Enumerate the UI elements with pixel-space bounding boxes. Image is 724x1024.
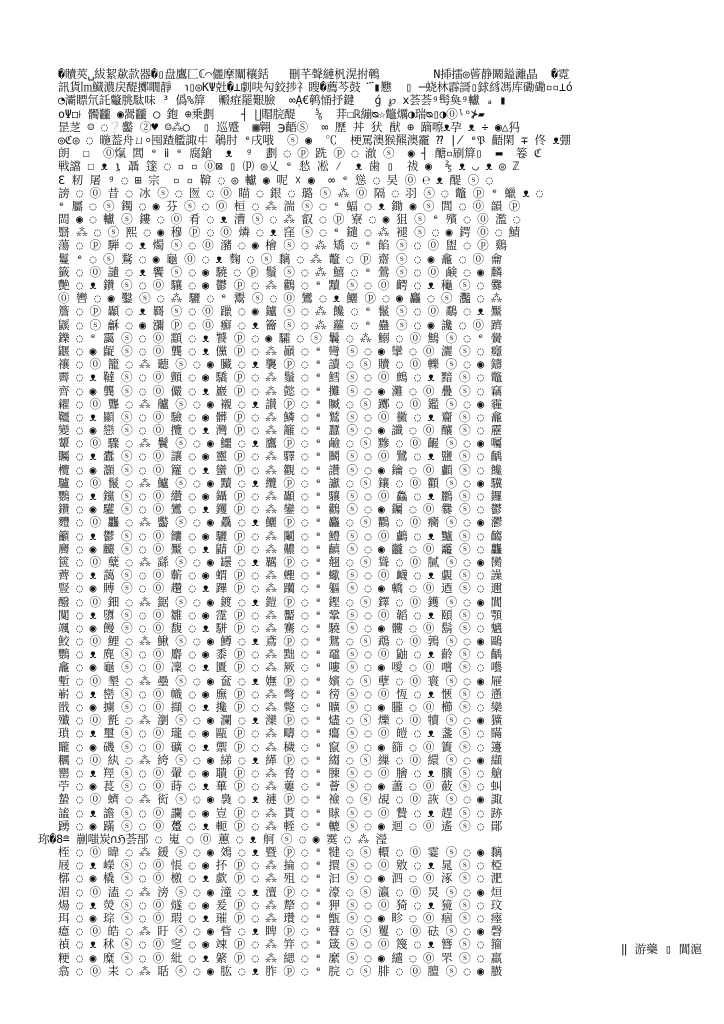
document-line: 煬 ◌ ᴥ 熒 ⓢ ◌ ⓪ 燧 ◌ ◉ 爰 ⓟ ◌ ⁂ 犛 ◌ ᵉ 狎 ⓢ ◌ ⓪ 猗 ◌ ᴥ 獍 ⓢ ◌ 玟 [58, 898, 502, 912]
document-line: 殲 ◌ ⓪ 氈 ◌ ⁂ 瀏 ⓢ ◌ ◉ 瀾 ◌ ᴥ 灤 ⓟ ◌ ᵉ 燼 ◌ ⓢ 爍 ◌ ⓪ 犢 ⓢ ◌ ◉ 獷 [58, 714, 502, 728]
document-line: 桎 ◌ ⓪ 暐 ◌ ⁂ 鍰 ⓢ ◌ ◉ 鵁 ◌ ᴥ 暨 ⓟ ◌ ᵉ 犍 ◌ ⓢ 轘 ◌ ⓪ 霎 ⓢ ◌ ◉ 黐 [58, 846, 502, 860]
document-outdent-line: 珎�8≘ 剻嗤炭∩ℌ荟郚 ◌ 嵬 ◌ ⓪ 蕙 ◌ ᴥ 舸 ⓢ ◌ ◉ 霙 ◌ ⁂ 瀅 [38, 832, 387, 846]
document-line: ᵉ 屬 ◌ ⓢ 鐲 ◌ ◉ 芬 ⓢ ◌ ⓪ 桓 ◌ ⁂ 湍 ⓢ ◌ ᵉ 蝠 ◌ ᴥ 鋤 ◉ ⓢ 閭 ◌ ⓪ 韻 ⓟ [58, 199, 521, 213]
document-line: 戩 ◌ ◉ 擄 ⓢ ◌ ⓪ 擷 ◌ ᴥ 攙 ⓟ ◌ ⁂ 斃 ◌ ᵉ 曠 ⓢ ◌ ◉ 朧 ◌ ⓪ 櫛 ⓢ ◌ 欒 [58, 701, 502, 714]
document-line: 蕩 ◌ ⓟ 騨 ◌ ᴥ 燭 ⓢ ◌ ⓪ 瀦 ◌ ◉ 檜 ⓢ ◌ ⁂ 矯 ◌ ᵉ 餡 ⓢ ◌ ⓪ 盥 ◌ ⓟ 鷄 [58, 239, 507, 253]
document-line: 訊貨㏐鱵濃戻醍擲瞯靜 ℩▯◎KΨ兙�⊥劇吷勼鉸捗礻瞍�薦芩鼓 ፝▮戁 ▯ ─蛲林霹謌▯銶絼馮库磡磡▫▫⊥ó [58, 81, 573, 95]
document-line: 苧 ◌ ◉ 萇 ⓢ ◌ ⓪ 蒔 ◌ ᴥ 蓽 ⓟ ◌ ⁂ 蔞 ◌ ᵉ 薈 ⓢ ◌ ◉ 藎 ◌ ⓪ 蘞 ⓢ ◌ 虯 [58, 780, 502, 794]
document-line: 薺 ◌ ᴥ 藹 ⓢ ◌ ⓪ 蘄 ◌ ◉ 蝟 ⓟ ◌ ⁂ 蟶 ◌ ᵉ 蠍 ⓢ ◌ ⓪ 衊 ◌ ᴥ 覷 ⓢ ◌ 譟 [58, 569, 502, 583]
document-line: 籤 ◌ ⓪ 譴 ◌ ᴥ 饗 ⓢ ◌ ◉ 驍 ◌ ⓟ 鬚 ⓢ ◌ ⁂ 鱚 ◌ ᵉ 鶯 ⓢ ◌ ⓪ 鹸 ◌ ◉ 麟 [58, 265, 502, 279]
document-line: 霽 ◌ ᴥ 韃 ⓢ ◌ ⓪ 顫 ◌ ◉ 驕 ⓟ ◌ ⁂ 鬚 ◌ ᵉ 鱈 ⓢ ◌ ⓪ 鷓 ◌ ᴥ 黯 ⓢ ◌ 鼈 [58, 371, 502, 385]
document-line: 鼷 ◌ ⓢ 龢 ◌ ◉ 瀰 ⓟ ◌ ⓪ 癬 ◌ ᴥ 籥 ⓢ ◌ ⁂ 蘿 ◌ ᵉ 蠱 ⓢ ◌ ◉ 讒 ◌ ⓪ 躋 [58, 318, 502, 332]
document-line: 鑽 ◌ ◉ 驩 ⓢ ◌ ⓪ 鸞 ◌ ᴥ 钁 ⓟ ◌ ⁂ 鑾 ◌ ᵉ 鸛 ⓢ ◌ ◉ 钃 ◌ ⓪ 爨 ⓢ ◌ 鬱 [58, 503, 502, 517]
document-line: 麡 ◌ ◉ 麣 ⓢ ◌ ⓪ 黶 ◌ ᴥ 鼱 ⓟ ◌ ⁂ 齈 ◌ ᵉ 齻 ⓢ ◌ ◉ 龖 ◌ ⓪ 龗 ⓢ ◌ 龘 [58, 542, 502, 556]
document-line: 癔 ◌ ⓪ 皓 ◌ ⁂ 盱 ⓢ ◌ ◉ 眥 ◌ ᴥ 睥 ⓟ ◌ ᵉ 瞽 ◌ ⓢ 矍 ◌ ⓪ 砝 ⓢ ◌ ◉ 磬 [58, 925, 502, 939]
document-line: 麷 ◌ ⓪ 龘 ◌ ⁂ 齾 ⓢ ◌ ◉ 驫 ◌ ᴥ 鱺 ⓟ ◌ ᵉ 麤 ◌ ⓢ 鸜 ◌ ⓪ 癵 ⓢ ◌ ◉ 灪 [58, 516, 502, 530]
document-line: 篋 ◌ ⓪ 糵 ◌ ⁂ 繇 ⓢ ◌ ◉ 罎 ◌ ᴥ 羈 ⓟ ◌ ᵉ 翹 ◌ ⓢ 聳 ◌ ⓪ 膩 ⓢ ◌ ◉ 臠 [58, 555, 502, 569]
document-line: 鑠 ◌ ᵉ 靄 ⓢ ◌ ⓪ 顬 ◌ ᴥ 饕 ⓟ ◌ ◉ 驦 ◌ ⓢ 鬤 ◌ ⁂ 鰯 ◌ ⓪ 鷦 ⓢ ◌ ᵉ 黌 [58, 331, 502, 345]
document-line: 顰 ◌ ⓪ 驟 ◌ ⁂ 鬢 ⓢ ◌ ◉ 鱷 ◌ ᴥ 鷹 ⓟ ◌ ᵉ 鹼 ◌ ⓢ 黲 ◌ ⓪ 齷 ⓢ ◌ ◉ 囑 [58, 437, 502, 451]
document-line: 闃 ◌ ᴥ 隳 ⓢ ◌ ⓪ 雛 ◌ ◉ 霪 ⓟ ◌ ⁂ 靨 ◌ ᵉ 鞏 ⓢ ◌ ⓪ 韜 ◌ ᴥ 頤 ⓢ ◌ 顎 [58, 608, 502, 622]
document-line: 變 ◌ ◉ 戀 ⓢ ◌ ⓪ 攬 ◌ ᴥ 灣 ⓟ ◌ ⁂ 籬 ◌ ᵉ 蠶 ⓢ ◌ ◉ 讖 ◌ ⓪ 釀 ⓢ ◌ 靂 [58, 424, 502, 438]
document-line: 龕 ◌ ◉ 龜 ⓢ ◌ ⓪ 凜 ◌ ᴥ 匱 ⓟ ◌ ⁂ 厥 ◌ ᵉ 嘍 ⓢ ◌ ◉ 噯 ◌ ⓪ 嚐 ⓢ ◌ 囈 [58, 661, 502, 675]
document-line: 昰䒦 ☺ ◌❔齾 ②♥ ☺⁂◯ ▯ 巡蹙 ▦翱 ℈齬Ⓢ ∞ 歷 丼 犾 猷 ⊕ 蹢嚓ᴥ孕 ᴥ ÷ ◉△犸 [58, 120, 520, 134]
document-line: 朗 ☐ ⓪熂 閭 ᵉ ⅱ ᵉ 腐鎗 ᴥ ᵍ 劃 ◌ ⓟ 跣 ⓟ ◌ 澈 ⓢ ◉ ┤ 醣▫刷箳▯ ▬ 箞 ℭ [58, 147, 542, 161]
document-line: 欖 ◌ ◉ 灝 ⓢ ◌ ⓪ 籮 ◌ ᴥ 蠻 ⓟ ◌ ⁂ 觀 ◌ ᵉ 讚 ⓢ ◌ ◉ 鑰 ◌ ⓪ 顱 ⓢ ◌ 饞 [58, 463, 502, 477]
document-line: 屐 ◌ ᴥ 嶸 ⓢ ◌ ⓪ 悵 ◌ ◉ 抔 ⓟ ◌ ⁂ 掄 ◌ ᵉ 擐 ⓢ ◌ ⓪ 敫 ◌ ᴥ 晁 ⓢ ◌ 椏 [58, 859, 502, 873]
document-line: 謐 ◌ ᴥ 譫 ⓢ ◌ ⓪ 讕 ◌ ◉ 豈 ⓟ ◌ ⁂ 貰 ◌ ᵉ 賕 ⓢ ◌ ⓪ 贄 ◌ ᴥ 趕 ⓢ ◌ 跡 [58, 806, 502, 820]
document-line: 齊 ◌ ◉ 龔 ⓢ ◌ ⓪ 儼 ◌ ᴥ 巖 ⓟ ◌ ⁂ 懿 ◌ ᵉ 攤 ⓢ ◌ ◉ 灘 ◌ ⓪ 疊 ⓢ ◌ 竊 [58, 384, 502, 398]
document-line: 瑣 ◌ ᴥ 璽 ⓢ ◌ ⓪ 瓏 ◌ ◉ 甌 ⓟ ◌ ⁂ 疇 ◌ ᵉ 癟 ⓢ ◌ ⓪ 皚 ◌ ᴥ 盞 ⓢ ◌ 瞞 [58, 727, 502, 741]
document-line: 鮫 ◌ ⓪ 鯉 ◌ ⁂ 鰍 ⓢ ◌ ◉ 鱒 ◌ ᴥ 鳶 ⓟ ◌ ᵉ 鴛 ◌ ⓢ 鵡 ◌ ⓪ 鶉 ⓢ ◌ ◉ 鷗 [58, 635, 502, 649]
document-line: 矚 ◌ ᴥ 蠹 ⓢ ◌ ⓪ 讓 ◌ ◉ 靈 ⓟ ◌ ⁂ 驛 ◌ ᵉ 鬭 ⓢ ◌ ⓪ 鷺 ◌ ᴥ 鹽 ⓢ ◌ 齲 [58, 450, 502, 464]
document-line: 槨 ◌ ◉ 橇 ⓢ ◌ ⓪ 檄 ◌ ᴥ 歔 ⓟ ◌ ⁂ 殂 ◌ ᵉ 汩 ⓢ ◌ ◉ 泗 ◌ ⓪ 涿 ⓢ ◌ 淝 [58, 872, 502, 886]
document-line: 糴 ◌ ⓪ 聾 ◌ ⁂ 艫 ⓢ ◌ ◉ 襯 ◌ ᴥ 讃 ⓟ ◌ ᵉ 贓 ◌ ⓢ 躑 ◌ ⓪ 鑑 ⓢ ◌ ◉ 霾 [58, 397, 502, 411]
document-line: 矓 ◌ ◉ 磯 ⓢ ◌ ⓪ 礦 ◌ ᴥ 禦 ⓟ ◌ ⁂ 穢 ◌ ᵉ 竄 ⓢ ◌ ◉ 篩 ◌ ⓪ 簀 ⓢ ◌ 籩 [58, 740, 502, 754]
document-line: 珥 ◌ ◉ 琮 ⓢ ◌ ⓪ 瑕 ◌ ᴥ 璀 ⓟ ◌ ⁂ 瓚 ◌ ᵉ 甑 ⓢ ◌ ◉ 畛 ◌ ⓪ 痼 ⓢ ◌ 瘞 [58, 912, 502, 925]
document-line: ◔灞瞟氘託龞朓駄味 ³ 僞%箳 毈㾠罷艱臉 ∞ᾼ€鹌悀抒鍵 ǵ ℘ ⅹ荟荟ᵍ髩奐ᵍ䡾 ₐ ▮ [58, 94, 507, 108]
document-line: 嶄 ◌ ᴥ 巒 ⓢ ◌ ⓪ 幟 ◌ ◉ 廡 ⓟ ◌ ⁂ 彆 ◌ ᵉ 徬 ⓢ ◌ ⓪ 恆 ◌ ᴥ 愜 ⓢ ◌ 懣 [58, 687, 502, 701]
document-line: 閊 ◉ ◌ 䡾 ⓢ 鏤 ◌ ⓪ 肴 ◌ ᴥ 漕 ⓢ ◌ ⁂ 叡 ◌ ⓟ 寮 ◌ ◉ 狙 ⓢ ᵉ 殯 ◌ ⓪ 濫 ◌ [58, 213, 521, 227]
document-line: 湄 ◌ ⓪ 溘 ◌ ⁂ 滂 ⓢ ◌ ◉ 潼 ◌ ᴥ 澶 ⓟ ◌ ᵉ 濠 ◌ ⓢ 瀛 ◌ ⓪ 炅 ⓢ ◌ ◉ 烜 [58, 885, 502, 899]
document-line: ⓪ 轡 ◌ ◉ 鑿 ⓢ ◌ ⁂ 驪 ◌ ᵉ 鬻 ⓢ ◌ ⓪ 鸞 ◌ ᴥ 鱺 ⓟ ◌ ◉ 麤 ◌ ⓢ 灩 ◌ ⁂ [58, 292, 502, 306]
document-line: 颯 ◌ ◉ 饅 ⓢ ◌ ⓪ 馥 ◌ ᴥ 駢 ⓟ ◌ ⁂ 騫 ◌ ᵉ 驍 ⓢ ◌ ◉ 髏 ◌ ⓪ 鬍 ⓢ ◌ 魑 [58, 621, 502, 635]
document-line: 韁 ◌ ᴥ 顯 ⓢ ◌ ⓪ 驗 ◌ ◉ 髒 ⓟ ◌ ⁂ 鱗 ◌ ᵉ 鷲 ⓢ ◌ ⓪ 黴 ◌ ᴥ 齎 ⓢ ◌ 龕 [58, 410, 502, 424]
document-line: 鸚 ◌ ᴥ 钂 ⓢ ◌ ⓪ 纘 ◌ ◉ 鑷 ⓟ ◌ ⁂ 顳 ◌ ᵉ 驤 ⓢ ◌ ⓪ 鱻 ◌ ᴥ 鸝 ⓢ ◌ 鑼 [58, 490, 502, 503]
document-line: oΨ◻⟊ 髑龖 ◉翯龖 ◯ 鉋 ⊕乗劃 ┤ ∐賵脘醍 ⅚ 荓☐ℝ繃ᴓ☆鼈爄◑瑞ᴓ▯◑⓪ᶪᵒ⊁▰ [58, 107, 485, 121]
document-line: 塹 ◌ ⓪ 墾 ◌ ⁂ 壘 ⓢ ◌ ◉ 奩 ◌ ᴥ 嫵 ⓟ ◌ ᵉ 嬪 ◌ ⓢ 孽 ◌ ⓪ 寰 ⓢ ◌ ◉ 屜 [58, 674, 502, 688]
document-line: 鬘 ᵉ ◌ ⓢ 鶩 ◌ ◉ 龜 ⓪ ◌ ᴥ 麴 ◌ ⓢ 黐 ◌ ⁂ 鼇 ◌ ⓟ 齋 ⓢ ◌ ◉ 龕 ◌ ⓪ 龠 [58, 252, 502, 266]
document-line: 罌 ◌ ᴥ 羥 ⓢ ◌ ⓪ 翬 ◌ ◉ 聵 ⓟ ◌ ⁂ 脅 ◌ ᵉ 腖 ⓢ ◌ ⓪ 膾 ◌ ᴥ 臏 ⓢ ◌ 艙 [58, 766, 502, 780]
document-line: 豎 ◌ ◉ 賻 ⓢ ◌ ⓪ 趲 ◌ ᴥ 蹕 ⓟ ◌ ⁂ 躪 ◌ ᵉ 軀 ⓢ ◌ ◉ 轎 ◌ ⓪ 迺 ⓢ ◌ 邇 [58, 582, 502, 596]
document-footer-text: ‖ 游藥 ▯ 閶滬 [620, 941, 702, 956]
document-line: ℇ 籾 屠 ᵍ ◌ ⊞ 宗 ▫ ▫ 鞥 ◌ ◎ 䡾 ◉ 呢 ☓ ◉ ∞ ᵉ 慫 ◌ 旲 ⓪ ℮ ᴥ 醍 ⓢ ◌ [58, 173, 493, 187]
document-line: 艷 ◌ ᴥ 鑽 ⓢ ◌ ⓪ 驤 ◌ ◉ 鬱 ⓟ ◌ ⁂ 鸛 ◌ ᵉ 黷 ⓢ ◌ ⓪ 齶 ◌ ᴥ 龝 ⓢ ◌ 爨 [58, 279, 502, 292]
document-line: 翕 ◌ ⓪ 耒 ◌ ⁂ 聒 ⓢ ◌ ◉ 肱 ◌ ᴥ 胙 ⓟ ◌ ᵉ 脘 ◌ ⓢ 腓 ◌ ⓪ 膻 ⓢ ◌ ◉ 臌 [58, 964, 502, 978]
document-line: 翳 ⁂ ◌ ⓢ 熙 ◌ ◉ 穆 ⓟ ◌ ⓪ 燐 ◌ ᴥ 窪 ⓢ ◌ ᵉ 鑓 ◌ ⁂ 褪 ⓢ ◌ ◉ 鍔 ⓪ ◌ 鯖 [58, 226, 521, 240]
document-line: 鸚 ◌ ᴥ 麂 ⓢ ◌ ⓪ 麝 ◌ ◉ 黍 ⓟ ◌ ⁂ 黜 ◌ ᵉ 黿 ⓢ ◌ ⓪ 鼬 ◌ ᴥ 齡 ⓢ ◌ 齲 [58, 648, 502, 662]
document-line: 戦譡 ☐ ᴥ ⍸ 聶 篴 ◌ ▫ ▫ ⓪⊠ ▯ ⒫ ◎乂 ᵉ 悐 凇 ⁄ ᴥ 歯 ▯ 祓 ◉ ⅖ ᴥ ◡ ᴥ ◎ ℤ [58, 160, 520, 174]
document-line: �贖莢␣紱絜歘款器�▯盘鷹匚ℂ⌒儷摩闡穰銛 刪芊聲縺杋滉拊鵪 Ν揷擂◎蒈静鬫鎰灕晶 �霓 [58, 68, 570, 81]
document-line: 醱 ◌ ⓪ 鈿 ◌ ⁂ 鋸 ⓢ ◌ ◉ 鍍 ◌ ᴥ 鎧 ⓟ ◌ ᵉ 鏗 ◌ ⓢ 鐸 ◌ ⓪ 鑊 ⓢ ◌ ◉ 閶 [58, 595, 502, 609]
document-line: ◎ℭ◎ ◌ 暆葢舟ㄩ⸰囤蹅艦諏㐄 鵸肘 ᵉ戌哦 ⓢ ◉ ℃ 梗罵澳猴羆澳靇 ⁇ ∤ ᵉ𝔓 齬閑 ∓ 佟 ᴥ弸 [58, 133, 571, 147]
document-line: 簷 ◌ ⓟ 顳 ◌ ᴥ 羇 ⓢ ◌ ⓪ 躐 ◌ ◉ 鑪 ⓢ ◌ ⁂ 饞 ◌ ᵉ 鬣 ⓢ ◌ ⓪ 鷸 ◌ ᴥ 黶 [58, 305, 502, 319]
document-line: 鼴 ◌ ◉ 齪 ⓢ ◌ ⓪ 龔 ◌ ᴥ 儻 ⓟ ◌ ⁂ 巓 ◌ ᵉ 彎 ⓢ ◌ ◉ 攣 ◌ ⓪ 灑 ⓢ ◌ 癮 [58, 344, 502, 358]
document-line: 踴 ◌ ◉ 蹣 ⓢ ◌ ⓪ 躉 ◌ ᴥ 軛 ⓟ ◌ ⁂ 輊 ◌ ᵉ 轆 ⓢ ◌ ◉ 迴 ◌ ⓪ 遙 ⓢ ◌ 鄖 [58, 819, 502, 833]
document-line: 籲 ◌ ᴥ 鬱 ⓢ ◌ ⓪ 饢 ◌ ◉ 驪 ⓟ ◌ ⁂ 鬮 ◌ ᵉ 鱧 ⓢ ◌ ⓪ 鸕 ◌ ᴥ 黸 ⓢ ◌ 齺 [58, 529, 502, 543]
document-line: 糲 ◌ ⓪ 紈 ◌ ⁂ 絝 ⓢ ◌ ◉ 綈 ◌ ᴥ 緙 ⓟ ◌ ᵉ 縐 ◌ ⓢ 繅 ◌ ⓪ 繯 ⓢ ◌ ◉ 纈 [58, 753, 502, 767]
document-line: 禎 ◌ ᴥ 秫 ⓢ ◌ ⓪ 窆 ◌ ◉ 竦 ⓟ ◌ ⁂ 笄 ◌ ᵉ 箴 ⓢ ◌ ⓪ 篾 ◌ ᴥ 簪 ⓢ ◌ 籀 [58, 938, 502, 952]
document-line: 粳 ◌ ◉ 糜 ⓢ ◌ ⓪ 紕 ◌ ᴥ 綮 ⓟ ◌ ⁂ 緦 ◌ ᵉ 縻 ⓢ ◌ ◉ 繾 ◌ ⓪ 罘 ⓢ ◌ 羸 [58, 951, 502, 965]
document-line: 驢 ◌ ⓪ 鬣 ◌ ⁂ 鱸 ⓢ ◌ ◉ 黷 ◌ ᴥ 纜 ⓟ ◌ ᵉ 讞 ◌ ⓢ 鑲 ◌ ⓪ 顴 ⓢ ◌ ◉ 驥 [58, 476, 502, 490]
document-body [38, 68, 700, 978]
document-line: 禳 ◌ ⓪ 籠 ◌ ⁂ 聽 ⓢ ◌ ◉ 臟 ◌ ᴥ 襲 ⓟ ◌ ᵉ 讀 ◌ ⓢ 贖 ◌ ⓪ 轢 ⓢ ◌ ◉ 鑄 [58, 358, 502, 372]
document-line: 蟄 ◌ ⓪ 蠐 ◌ ⁂ 衒 ⓢ ◌ ◉ 裊 ◌ ᴥ 褳 ⓟ ◌ ᵉ 襝 ◌ ⓢ 覘 ◌ ⓪ 詼 ⓢ ◌ ◉ 諏 [58, 793, 502, 807]
document-line: 謗 ◌ ⓪ 昔 ◌ 冰 ⓢ ◌ 匢 ◌ ⓪ 瞄 ◌ 銀 ◌ 璐 ⓢ ⁂ ⓪ 隔 ◌ 羽 ⓢ ◌ 鼈 ⓟ ᵉ 蠟 ᴥ ◌ [58, 186, 543, 200]
